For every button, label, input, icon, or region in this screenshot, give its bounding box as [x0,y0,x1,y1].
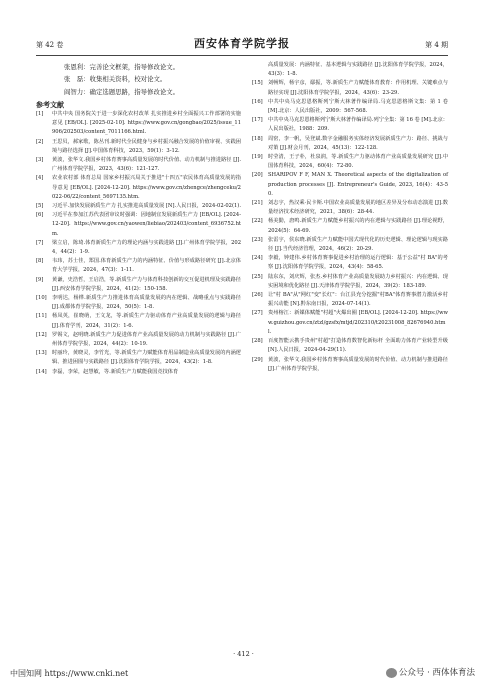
reference-text: 杨凤英，崔晓萌，王文龙，等.新质生产力驱动体育产业高质量发展的逻辑与路径 [J].体育学刊，2024，31(2)：1-6. [52,313,241,329]
reference-item [36,276,241,294]
reference-number: [8] [36,258,44,265]
reference-number [252,61,268,79]
reference-number: [15] [252,80,263,87]
reference-text: 陆东东，刘庆辉，张杰.乡村体育产业高质量发展助力乡村振兴：内在逻辑、现实困境和优化路径 [J].天津体育学院学报，2024，39(2)：183-189. [268,273,448,289]
reference-item [36,174,241,202]
reference-number: [7] [36,239,44,246]
reference-text: 梁立启，陈琦.体育新质生产力的理论内涵与实践进路 [J].广州体育学院学报，2024，44(2)：1-9. [52,239,241,255]
reference-text: 中共中央马克思恩格斯列宁斯大林著作编译局.马克思恩格斯文集：第 1 卷 [M].北京：人民出版社，2009：567-568. [268,98,448,115]
reference-text: 周密，李一帆，吴登斌.数字金融服务实体经济发展新质生产力：路径、挑战与对策 [J].财会月刊，2024，45(13)：122-128. [268,135,448,151]
reference-text: 黄谦，史浩哲，王启浩，等.新质生产力与体育科技创新的交互促进机理及实践路径 [J].西安体育学院学报，2024，41(2)：150-158. [52,276,241,292]
reference-number: [5] [36,202,44,209]
reference-text: 中共中央 国务院关于进一步深化农村改革 扎实推进乡村全面振兴工作部署的实施意见 [EB/OL]. [2025-02-10]. https://www.gov.cn/gongbao/2025/issue_11906/202503/content_7011166.html. [52,110,241,136]
reference-text: 韦玮，苏士佳，郑国.体育新质生产力的内涵特征、价值与形成路径研究 [J].北京体育大学学报，2024，47(3)：1-11. [52,258,241,274]
reference-number: [13] [36,350,47,357]
reference-text: 习近平.加快发展新质生产力 扎实推进高质量发展 [N].人民日报，2024-02-02(1). [52,202,241,209]
reference-item [252,116,448,134]
reference-number: [9] [36,276,44,283]
reference-text: 李毅，钟建伟.乡村体育赛事促进乡村治理的运行逻辑：基于公益"村 BA"的考察 [J].沈阳体育学院学报，2024，43(4)：58-65. [268,255,448,271]
references-heading: 参考文献 [36,99,64,109]
reference-number: [27] [252,310,263,317]
reference-number: [22] [252,218,263,225]
reference-item [36,239,241,257]
reference-text: 让"村 BA"从"网红"变"长红"：台江县充分挖掘"村BA"体育赛事潜力激活乡村振兴动能 [N].黔东南日报，2024-07-14(1). [268,292,448,308]
reference-item [36,294,241,312]
reference-item [36,349,241,367]
reference-number: [28] [252,338,263,345]
wechat-watermark [386,666,475,678]
reference-text: 杨美勤，唐鸣.新质生产力赋能乡村振兴的内在逻辑与实践路径 [J].理论视野，2024(5)：64-69. [268,218,448,234]
right-column [252,61,448,374]
reference-item [252,337,448,355]
reference-number: [26] [252,292,263,299]
reference-number: [24] [252,255,263,262]
reference-item [252,61,448,79]
reference-text: 黄波，张华文.我国乡村体育赛事高质量发展的时代价值、动力机制与推进路径 [J].广州体育学院学报，2023，43(6)：121-127. [52,156,241,173]
reference-number: [11] [36,313,47,320]
reference-text: 李磊，李荣，赵慧敏，等.新质生产力赋能我国竞技体育 [52,368,179,375]
reference-number: [2] [36,138,44,145]
author-contribution: 张恩利：完善论文框架，指导修改论文。 [64,63,180,71]
reference-item [36,211,241,239]
reference-text: 张雷宇，侯东晓.新质生产力赋能中国式现代化的历史逻辑、理论逻辑与现实路径 [J].当代经济管理，2024，46(2)：20-29. [268,236,448,253]
reference-item [36,138,241,156]
reference-item [252,236,448,254]
reference-item [36,110,241,138]
reference-item [252,171,448,199]
reference-item [36,368,241,377]
cnki-watermark: 中国知网 https://www.cnki.net [10,669,129,678]
reference-item [36,331,241,349]
reference-number: [21] [252,200,263,207]
reference-text: 中共中央马克思恩格斯列宁斯大林著作编译局.列宁全集：第 16 卷 [M].北京：人民出版社，1988：209. [268,117,448,133]
reference-text: 罗锡文，赵明晓.新质生产力促进体育产业高质量发展的动力机制与实践路径 [J].广州体育学院学报，2024，44(2)：10-19. [52,331,241,347]
reference-text: 时莹清，王子朴，杜泉润，等.新质生产力驱动体育产业高质量发展研究 [J].中国体育科技，2024，60(4)：72-80. [268,154,448,170]
reference-text: 习近平在参加江苏代表团审议时强调：因地制宜发展新质生产力 [EB/OL]. [2024-12-20]. https://www.gov.cn/yaowen/liebiao/202403/content_6936752.htm. [52,212,241,237]
reference-number: [19] [252,154,263,161]
reference-item [36,202,241,211]
header-rule [36,55,448,56]
reference-item [252,273,448,291]
reference-number: [23] [252,236,263,243]
reference-text: 高质量发展：内涵特征、基本逻辑与实践路径 [J].沈阳体育学院学报，2024，43(3)：1-8. [268,62,448,78]
wechat-watermark-label: 公众号 · 西体体育法 [398,668,475,678]
reference-list-left [36,110,241,377]
reference-text: 黄波，张华文.我国乡村体育赛事高质量发展的时代价值、动力机制与推进路径 [J].广州体育学院学报， [268,356,448,372]
reference-text: 刘畅辉，杨宇彦，鄢振，等.新质生产力赋能体育教育：作用机理、关键难点与路径实现 [J].沈阳体育学院学报，2024，43(6)：23-29. [268,80,448,96]
reference-number: [12] [36,331,47,338]
reference-number: [1] [36,110,44,117]
reference-number: [16] [252,98,263,105]
wechat-icon [386,668,397,678]
author-contribution: 张 磊：收集相关资料，校对论文。 [64,75,167,84]
reference-item [252,309,448,337]
issue-label: 第 4 期 [425,41,448,49]
reference-item [252,135,448,153]
reference-text: 百度智能云携手贵州"村超"打造体育数智化新标杆 全面助力体育产业转型升级 [N].人民日报，2024-04-29(11). [268,338,448,354]
reference-text: 时丽玲，黄晓灵，李竹光，等.新质生产力赋能体育用品制造业高质量发展的内涵逻辑、推进困囿与实践路径 [J].沈阳体育学院学报，2024，43(2)：1-8. [52,350,241,366]
volume-label: 第 42 卷 [36,41,64,49]
reference-item [252,356,448,374]
reference-item [36,312,241,330]
author-contribution: 阎智力：确定选题思路，指导修改论文。 [64,87,180,96]
reference-item [252,254,448,272]
reference-list-right [252,61,448,374]
reference-item [252,79,448,97]
left-column [36,61,241,377]
reference-number: [4] [36,175,44,182]
reference-number: [17] [252,117,263,124]
reference-text: 李明达，杨桦.新质生产力推进体育高质量发展的内在逻辑、战略重点与实践路径 [J].成都体育学院学报，2024，50(5)：1-8. [52,294,241,311]
reference-item [36,156,241,174]
reference-text: 贵州榕江：新媒体赋能"村超"火爆出圈 [EB/OL]. [2024-12-20]. https://www.guizhou.gov.cn/ztzl/gzsfx/mtjd/202310/t20231008_82676940.html. [268,310,448,335]
reference-text: SHARIPOV F F, MAN X. Theoretical aspects of the digitalization of production processes [J]. Entrepreneur's Guide, 2023, 16(4)：43-50. [268,172,448,197]
reference-number: [20] [252,172,263,179]
journal-title: 西安体育学院学报 [194,37,290,50]
reference-text: 刘志宇，热汉乘·民卡斯.中国农业高质量发展的地区差异及分布动态演进 [J].数量经济技术经济研究，2021，38(6)：28-44. [268,200,448,216]
reference-number: [10] [36,294,47,301]
reference-number: [14] [36,368,47,375]
reference-number: [29] [252,356,263,363]
running-header [36,37,448,54]
reference-item [36,257,241,275]
reference-number: [6] [36,212,44,219]
reference-number: [18] [252,135,263,142]
reference-text: 王思贝，郝家歌，陈丛刊.新时代全民健身与乡村振兴融合发展的价值审视、实践困境与路径选择 [J].中国体育科技，2023，59(1)：3-12. [52,138,241,154]
reference-item [252,291,448,309]
reference-number: [3] [36,156,44,163]
reference-item [252,217,448,235]
reference-text: 农业农村部 体育总局 国家乡村振兴局关于推进"十四五"农民体育高质量发展的指导意见 [EB/OL]. [2024-12-20]. https://www.gov.cn/zhengce/zhengceku/2022-06/22/content_5697135.htm. [52,175,241,200]
page-number: · 412 · [233,650,254,658]
reference-item [252,98,448,116]
reference-item [252,153,448,171]
reference-number: [25] [252,273,263,280]
reference-item [252,199,448,217]
